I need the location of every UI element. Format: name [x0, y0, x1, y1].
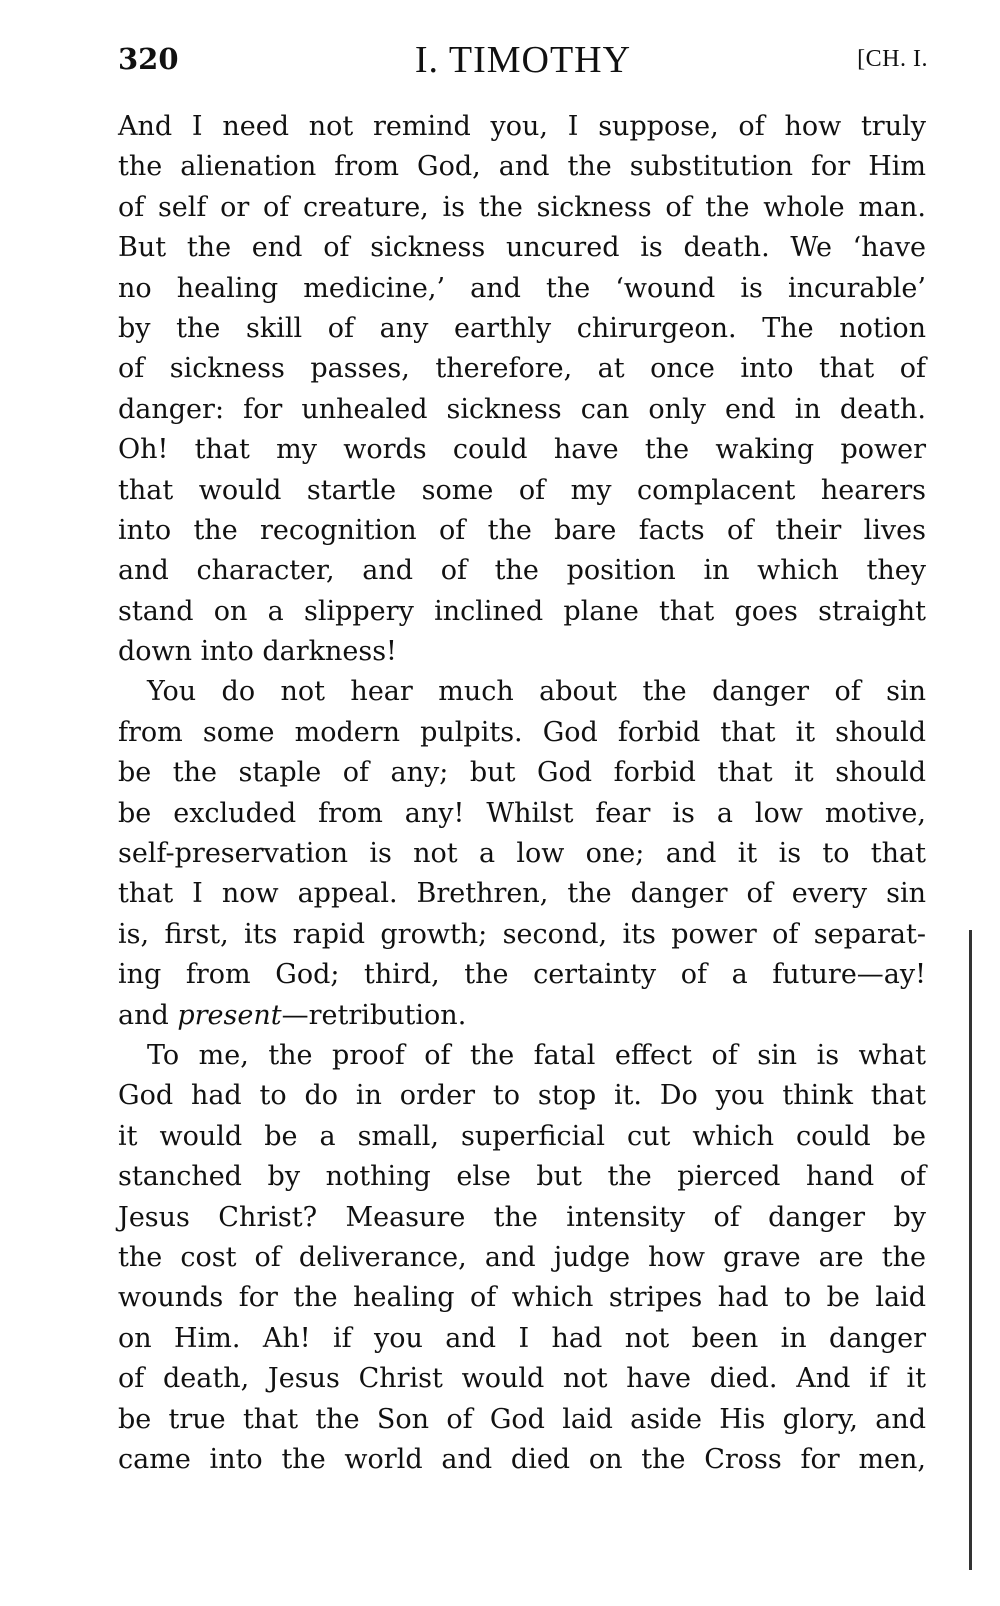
- text-line: into the recognition of the bare facts of their lives: [118, 514, 926, 546]
- text-line: of sickness passes, therefore, at once into that of: [118, 353, 926, 385]
- text-line: down into darkness!: [118, 636, 397, 668]
- chapter-mark: [CH. I.: [857, 46, 928, 72]
- page-header: [118, 38, 928, 88]
- page-number: 320: [118, 42, 179, 76]
- text-line: God had to do in order to stop it. Do you think that: [118, 1080, 926, 1112]
- paragraph-first-line: You do not hear much about the danger of sin: [147, 676, 926, 708]
- text-line: it would be a small, superficial cut which could be: [118, 1120, 926, 1152]
- text-line: Oh! that my words could have the waking power: [118, 434, 926, 466]
- text-line: be the staple of any; but God forbid that it should: [118, 757, 926, 789]
- text-line: [118, 996, 926, 1036]
- running-title: I. TIMOTHY: [414, 39, 632, 81]
- text-line: ing from God; third, the certainty of a future—ay!: [118, 959, 926, 991]
- text-line: that would startle some of my complacent hearers: [118, 474, 926, 506]
- text-line: wounds for the healing of which stripes had to be laid: [118, 1282, 926, 1314]
- text-line: be excluded from any! Whilst fear is a low motive,: [118, 797, 926, 829]
- text-line: And I need not remind you, I suppose, of how truly: [118, 111, 926, 142]
- text-run: and: [118, 999, 178, 1031]
- text-line: of self or of creature, is the sickness of the whole man.: [118, 191, 926, 223]
- italic-word: present: [177, 999, 282, 1031]
- binding-edge-rule: [969, 930, 972, 1570]
- text-line: of death, Jesus Christ would not have died. And if it: [118, 1363, 926, 1395]
- body-text: [118, 107, 926, 1480]
- text-line: But the end of sickness uncured is death. We ‘have: [118, 232, 926, 264]
- text-line: the cost of deliverance, and judge how grave are the: [118, 1241, 926, 1273]
- text-run: —retribution.: [281, 999, 467, 1031]
- text-line: the alienation from God, and the substitution for Him: [118, 151, 926, 183]
- text-line: that I now appeal. Brethren, the danger of every sin: [118, 878, 926, 910]
- text-line: from some modern pulpits. God forbid that it should: [118, 716, 926, 748]
- text-line: self-preservation is not a low one; and it is to that: [118, 838, 926, 870]
- text-line: came into the world and died on the Cross for men,: [118, 1443, 926, 1475]
- text-line: danger: for unhealed sickness can only end in death.: [118, 393, 926, 425]
- paragraph-first-line: To me, the proof of the fatal effect of sin is what: [147, 1039, 926, 1071]
- text-line: stand on a slippery inclined plane that goes straight: [118, 595, 926, 627]
- text-line: by the skill of any earthly chirurgeon. The notion: [118, 312, 926, 344]
- text-line: stanched by nothing else but the pierced hand of: [118, 1161, 926, 1193]
- text-line: and character, and of the position in which they: [118, 555, 926, 587]
- text-line: is, first, its rapid growth; second, its power of separat-: [118, 918, 926, 950]
- text-line: on Him. Ah! if you and I had not been in danger: [118, 1322, 926, 1354]
- text-line: be true that the Son of God laid aside His glory, and: [118, 1403, 926, 1435]
- text-line: no healing medicine,’ and the ‘wound is incurable’: [118, 272, 926, 304]
- text-line: Jesus Christ? Measure the intensity of danger by: [118, 1201, 926, 1233]
